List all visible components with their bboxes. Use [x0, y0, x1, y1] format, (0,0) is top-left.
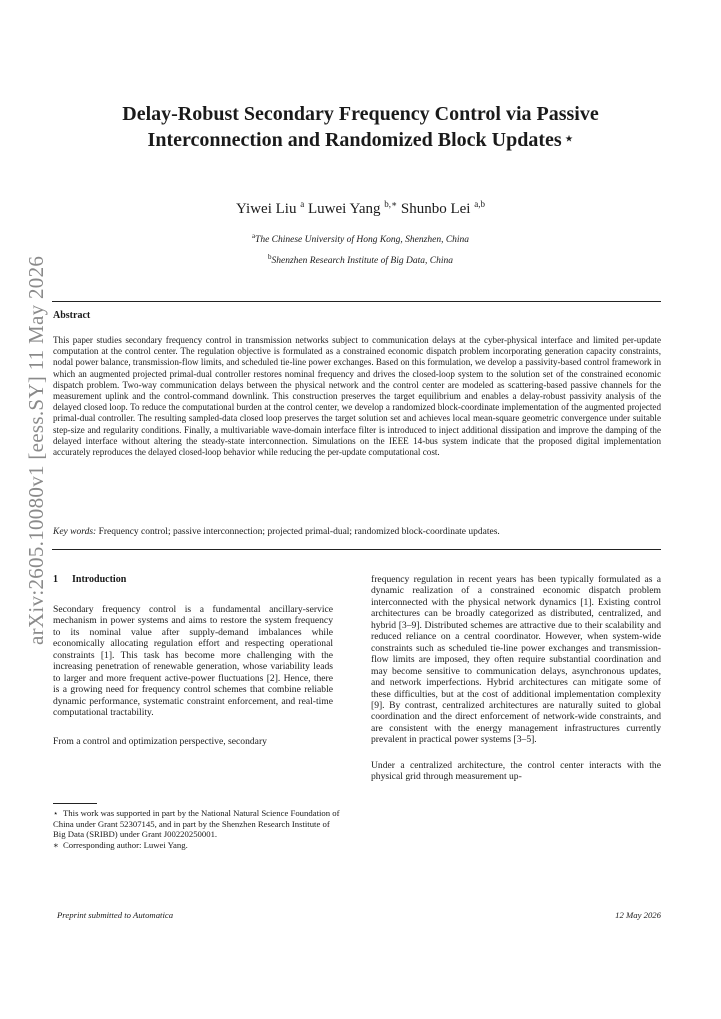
author-affiliation-mark: b,∗: [384, 199, 398, 209]
paragraph: frequency regulation in recent years has been typically formulated as a dynamic realization of a constrained economic dispatch problem interconnected with the physical network dynamics [1]. Existing control architectures can be broadly categorized as distributed, centralized, and hybrid [3–9]. Distributed schemes are attractive due to their scalability and reduced reliance on a central coordinator. However, when system-wide constraints such as scheduled tie-line power exchanges and transmission-flow limits are imposed, they often require substantial coordination and may become sensitive to communication delays, asynchronous updates, and network imperfections. Hybrid architectures can mitigate some of these difficulties, but at the cost of additional implementation complexity [9]. By contrast, centralized architectures are naturally suited to global coordination and the direct enforcement of network-wide constraints, and are consistent with the energy management infrastructures currently prevalent in practical power systems [3–5].: [371, 574, 661, 746]
paper-title: [60, 101, 661, 153]
title-footnote-mark: ⋆: [564, 132, 574, 147]
left-column: [53, 604, 333, 747]
abstract-text: This paper studies secondary frequency control in transmission networks subject to communication delays at the cyber-physical interface and limited per-update computation at the control center. The regulation objective is formulated as a constrained economic dispatch problem incorporating generation capacity constraints, nodal power balance, transmission-flow limits, and scheduled tie-line power exchanges. Based on this formulation, we develop a passivity-based control framework in which an augmented projected primal-dual controller restores nominal frequency and drives the closed-loop system to the solution set of the constrained economic dispatch problem. Two-way communication delays between the physical network and the control center are modeled as scattering-based passive channels for the measurement uplink and the control-command downlink. This construction preserves the target equilibrium and enables a delay-robust passivity analysis of the delayed closed loop. To reduce the computational burden at the control center, we develop a randomized block-coordinate implementation of the augmented projected primal-dual controller. The resulting sampled-data closed loop preserves the target solution set and achieves local mean-square geometric convergence under suitable step-size and regularity conditions. Finally, a multivariable wave-domain interface filter is introduced to inject additional dissipation and improve the damping of the delayed interface without altering the steady-state interconnection. Simulations on the IEEE 14-bus system indicate that the proposed digital implementation accurately reproduces the delayed closed-loop behavior while reducing the per-update computational cost.: [53, 335, 661, 458]
affiliation-mark: b: [268, 253, 272, 261]
abstract-top-rule: [52, 301, 661, 302]
footnote-mark: ⋆: [53, 808, 59, 818]
footnote-text: This work was supported in part by the National Natural Science Foundation of China under Grant 52307145, and in part by the Shenzhen Research Institute of Big Data (SRIBD) under Grant J00220250001.: [53, 808, 340, 839]
keywords-label: Key words:: [53, 527, 97, 537]
affiliation-text: The Chinese University of Hong Kong, Shenzhen, China: [255, 235, 470, 246]
section-heading: [53, 574, 126, 585]
author-name: Yiwei Liu: [236, 201, 297, 217]
section-title: Introduction: [72, 574, 127, 585]
arxiv-identifier: arXiv:2605.10080v1 [eess.SY] 11 May 2026: [24, 255, 48, 645]
footnote-text: Corresponding author: Luwei Yang.: [63, 839, 188, 850]
author-name: Shunbo Lei: [400, 201, 471, 217]
section-number: 1: [53, 574, 58, 585]
footnote-rule: [53, 803, 97, 804]
footnote: [53, 808, 343, 840]
affiliation-text: Shenzhen Research Institute of Big Data, China: [271, 256, 453, 267]
title-line-2: [60, 127, 661, 153]
footnote: [53, 840, 343, 851]
author-name: Luwei Yang: [307, 201, 381, 217]
keywords-bottom-rule: [52, 549, 661, 550]
author-affiliation-mark: a: [300, 199, 305, 209]
title-line-1: Delay-Robust Secondary Frequency Control via Passive: [122, 103, 599, 125]
keywords-text: Frequency control; passive interconnection; projected primal-dual; randomized block-coordinate updates.: [98, 527, 500, 537]
paragraph: Under a centralized architecture, the control center interacts with the physical grid through measurement up-: [371, 759, 661, 783]
author-list: [60, 199, 661, 218]
author-affiliation-mark: a,b: [474, 199, 485, 209]
footnote-mark: ∗: [53, 839, 59, 850]
paragraph: Secondary frequency control is a fundamental ancillary-service mechanism in power systems and aims to restore the system frequency to its nominal value after supply-demand imbalances while economically allocating regulation effort and respecting operational constraints [1]. This task has become more challenging with the increasing penetration of renewable generation, whose variability leads to larger and more frequent active-power fluctuations [2]. Hence, there is a growing need for frequency control schemes that combine reliable dynamic performance, systematic constraint enforcement, and real-time computational tractability.: [53, 604, 333, 719]
footer-left: Preprint submitted to Automatica: [57, 910, 174, 920]
paragraph: From a control and optimization perspective, secondary: [53, 735, 267, 747]
affiliation-a: [60, 232, 661, 245]
title-line-2-text: Interconnection and Randomized Block Updates: [147, 129, 562, 151]
abstract-heading: Abstract: [53, 310, 91, 321]
right-column: [371, 574, 661, 783]
affiliation-mark: a: [251, 232, 256, 240]
keywords: [53, 527, 661, 537]
footnotes: [53, 808, 343, 850]
footer-right: 12 May 2026: [615, 910, 661, 920]
affiliation-b: [60, 253, 661, 266]
